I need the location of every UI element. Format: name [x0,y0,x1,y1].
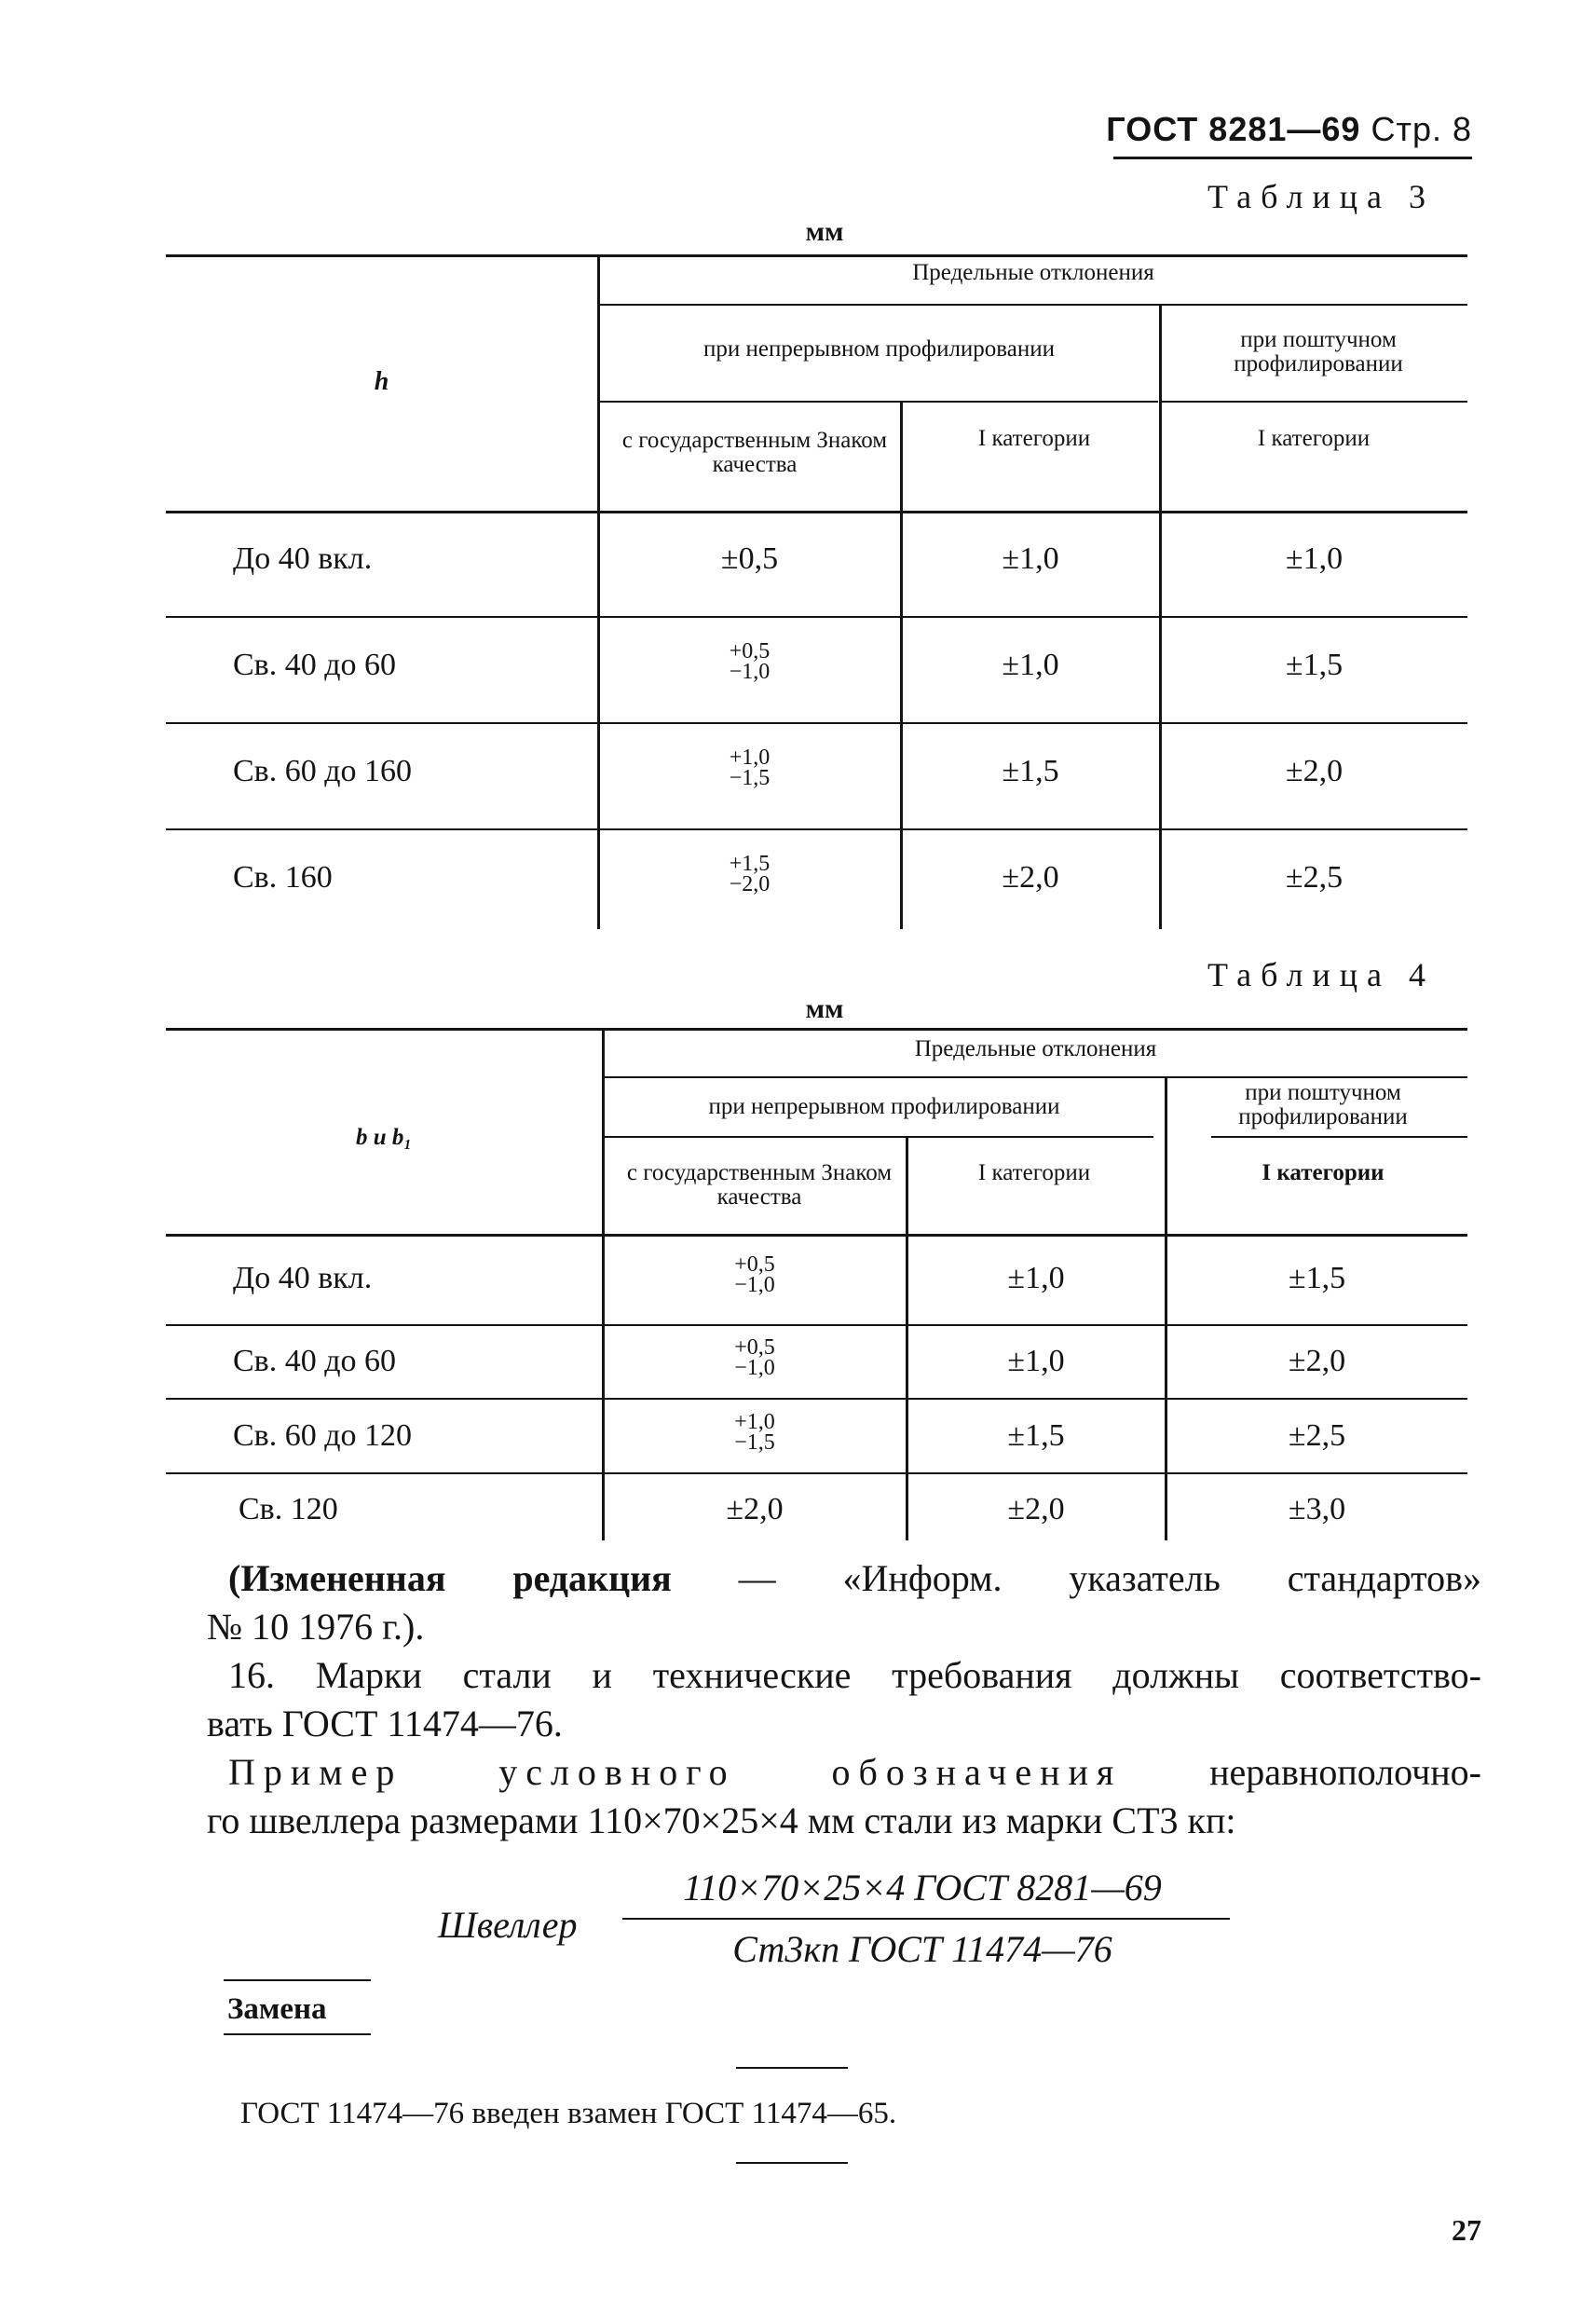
table3-piece-cat1-header: I категории [1257,426,1371,451]
lower-tolerance: −1,5 [729,766,771,791]
table3-piece-value: ±2,5 [1285,860,1344,895]
upper-tolerance: +1,0 [734,1410,775,1434]
table4-quality-tolerance [604,1410,906,1456]
table4-rule [166,1324,1467,1326]
table4-quality-header: с государственным Знаком качества [626,1160,893,1211]
replacement-underline [224,2033,371,2035]
table4-rule [1211,1136,1467,1138]
upper-tolerance: +0,5 [734,1252,775,1277]
table3-row-label: Св. 60 до 160 [233,754,413,788]
table4-quality-value: ±2,0 [726,1492,784,1526]
table3-caption: Таблица 3 [1207,178,1435,215]
table3-piece-value: ±2,0 [1285,754,1344,788]
table3-quality-tolerance [599,746,900,791]
table4-row-label: До 40 вкл. [233,1261,373,1295]
table3-cat1-value: ±1,0 [1002,541,1059,576]
amendment-line [228,1554,1481,1603]
table4-top-rule [166,1028,1467,1031]
separator-bottom [736,2162,848,2164]
example-line2: го швеллера размерами 110×70×25×4 мм стали из марки СТ3 кп: [207,1799,1236,1841]
formula-lead: Швеллер [438,1904,578,1946]
table3-quality-value: ±0,5 [720,541,779,576]
table3-rule [166,511,1467,513]
table3-top-rule [166,254,1467,257]
table3-row-label: Св. 40 до 60 [233,648,397,682]
lower-tolerance: −1,0 [734,1273,775,1298]
table4-piece-value: ±2,0 [1288,1344,1346,1378]
example-line1 [228,1748,1481,1797]
separator-top [736,2067,848,2069]
table4-col-rule [906,1138,908,1540]
table4-row-label: Св. 60 до 120 [233,1418,413,1453]
table4-continuous-header: при непрерывном профилировании [708,1094,1060,1119]
table4-rule [604,1076,1467,1078]
example-paragraph [228,1748,1481,1797]
fraction-bar [622,1918,1230,1920]
amendment-bold: (Измененная редакция [228,1557,672,1599]
lower-tolerance: −1,5 [734,1430,775,1456]
table3-cat1-header: I категории [977,426,1091,451]
table3-col-rule [1159,306,1162,929]
table4-quality-tolerance [604,1335,906,1381]
page-number: 27 [1452,2213,1481,2247]
table4-cat1-value: ±2,0 [1007,1492,1065,1526]
table4-row-header: b и b₁ [355,1125,413,1150]
lower-tolerance: −1,0 [734,1356,775,1381]
table3-piece-value: ±1,0 [1285,541,1344,576]
table4-piece-value: ±3,0 [1288,1492,1346,1526]
table3-quality-tolerance [599,854,900,895]
table3-cat1-value: ±2,0 [1002,860,1059,895]
table3-group-header: Предельные отклонения [912,260,1154,285]
amendment-line2: № 10 1976 г.). [207,1606,425,1648]
amendment-rest: — «Информ. указатель стандартов» [671,1557,1481,1599]
table3-continuous-header: при непрерывном профилировании [703,336,1056,362]
header-rule [1113,157,1472,159]
example-rest: неравнополочно- [1122,1751,1481,1793]
table4-row-label: Св. 40 до 60 [233,1344,397,1378]
upper-tolerance: +1,5 [729,852,771,876]
table4-group-header: Предельные отклонения [914,1036,1157,1061]
formula-numerator: 110×70×25×4 ГОСТ 8281—69 [683,1867,1162,1908]
lower-tolerance: −1,0 [729,660,771,685]
table3-rule [166,828,1467,830]
table4-col-rule [1165,1078,1167,1540]
table3-rule [599,401,1158,403]
upper-tolerance: +0,5 [729,639,771,664]
paragraph-16 [228,1651,1481,1700]
table3-unit: мм [805,216,844,247]
table4-piece-value: ±1,5 [1288,1261,1346,1295]
table4-rule [166,1398,1467,1400]
table4-row-label: Св. 120 [239,1492,338,1526]
upper-tolerance: +1,0 [729,746,771,770]
table4-piece-cat1-header: I категории [1262,1160,1385,1185]
table3-piece-value: ±1,5 [1285,648,1344,682]
amendment-note [228,1554,1481,1603]
table4-rule [604,1136,1153,1138]
page-label: Стр. 8 [1371,110,1472,148]
table4-cat1-header: I категории [977,1160,1091,1185]
table3-cat1-value: ±1,0 [1002,648,1059,682]
table3-rule [599,304,1467,306]
standard-number: ГОСТ 8281—69 [1106,110,1361,148]
table3-rule [166,722,1467,724]
formula-denominator: Ст3кп ГОСТ 11474—76 [732,1928,1112,1970]
table4-rule [166,1234,1467,1237]
table4-caption: Таблица 4 [1207,956,1435,993]
table4-cat1-value: ±1,5 [1007,1418,1065,1453]
table4-cat1-value: ±1,0 [1007,1261,1065,1295]
table3-rule [166,616,1467,618]
lower-tolerance: −2,0 [729,872,771,897]
replacement-overline [224,1979,371,1981]
table3-row-label: Св. 160 [233,860,333,895]
p16-line1: 16. Марки стали и технические требования должны соответство- [228,1654,1481,1696]
table3-quality-tolerance [599,639,900,685]
upper-tolerance: +0,5 [734,1335,775,1360]
table3-cat1-value: ±1,5 [1002,754,1059,788]
table3-quality-header: с государственным Знаком качества [621,428,888,478]
example-spaced: Пример условного обозначения [228,1751,1123,1793]
table3-rule [1162,401,1467,403]
table3-row-label: До 40 вкл. [233,541,373,576]
table4-unit: мм [805,993,844,1024]
table3-piecewise-header: при поштучном профилировании [1234,327,1403,377]
replacement-title: Замена [227,1992,327,2026]
table3-row-header: h [374,367,389,396]
table4-cat1-value: ±1,0 [1007,1344,1065,1378]
p16-line2: вать ГОСТ 11474—76. [207,1703,563,1744]
replacement-note: ГОСТ 11474—76 введен взамен ГОСТ 11474—65. [240,2097,897,2130]
table4-quality-tolerance [604,1252,906,1298]
table4-piecewise-header: при поштучном профилировании [1238,1080,1408,1130]
table4-piece-value: ±2,5 [1288,1418,1346,1453]
table4-rule [166,1472,1467,1474]
running-header [1099,110,1472,149]
